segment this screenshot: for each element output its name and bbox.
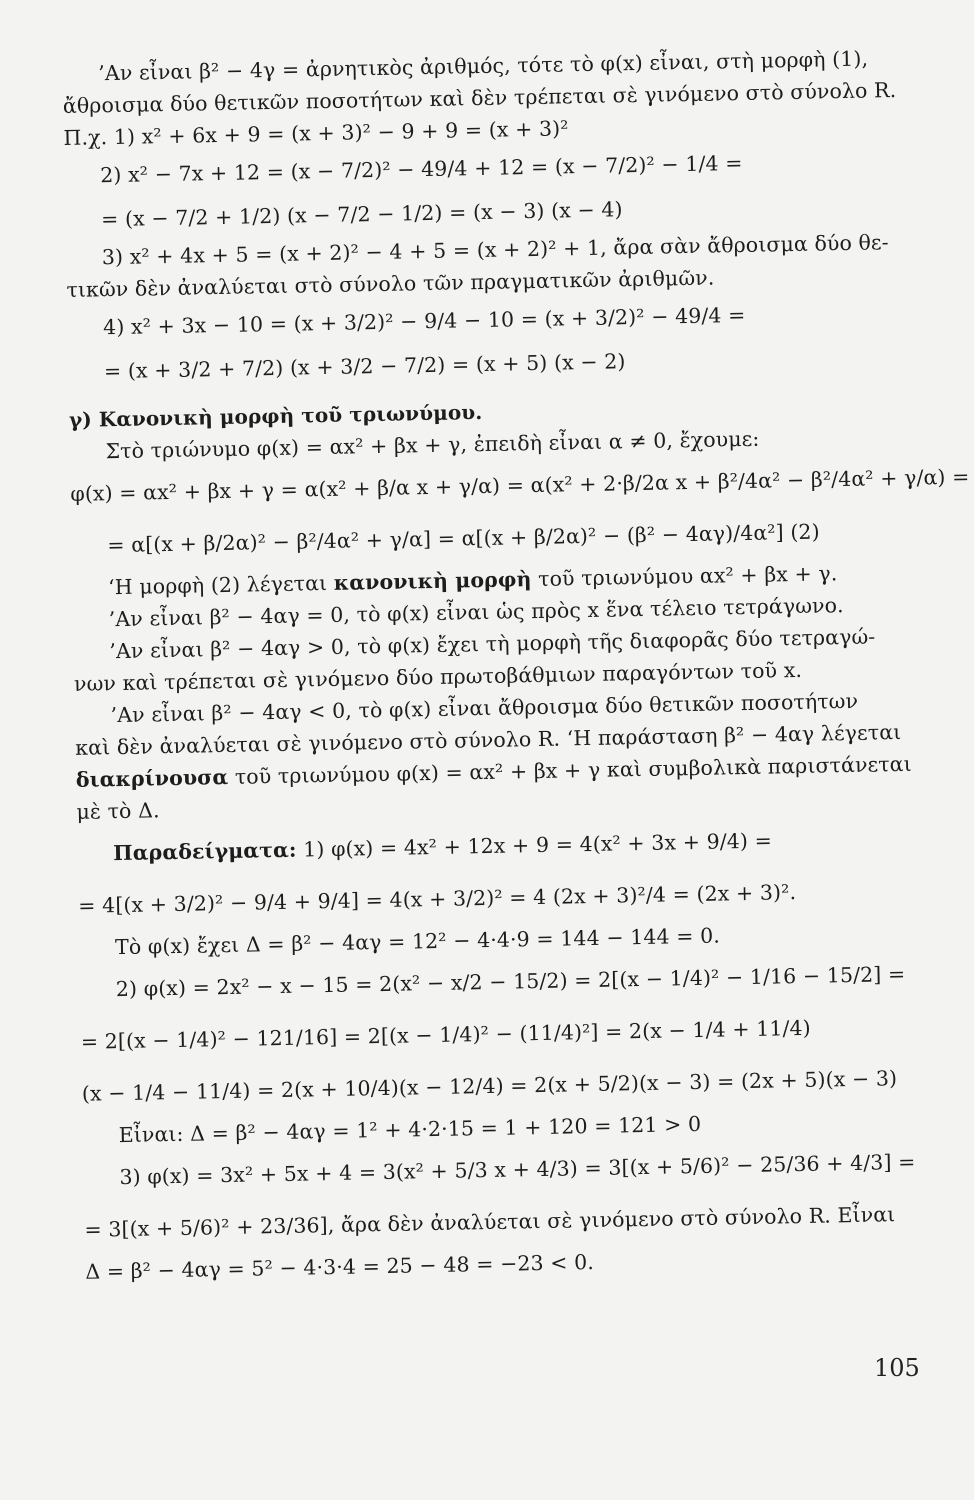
text-segment: τοῦ τριωνύμου φ(x) = αx² + βx + γ καὶ συμβολικὰ παριστάνεται xyxy=(228,751,912,789)
canonical-form-block xyxy=(69,419,970,571)
bold-term: κανονικὴ μορφὴ xyxy=(333,567,532,595)
text-line: Π.χ. 1) x² + 6x + 9 = (x + 3)² − 9 + 9 = (x + 3)² xyxy=(63,116,569,150)
text-line: τικῶν δὲν ἀναλύεται στὸ σύνολο τῶν πραγματικῶν ἀριθμῶν. xyxy=(66,265,715,302)
text-segment: Τὸ φ(x) ἔχει Δ = β² − 4αγ = 12² − 4·4·9 = 144 − 144 = 0. xyxy=(114,923,721,960)
text-line: 4) x² + 3x − 10 = (x + 3/2)² − 9/4 − 10 = (x + 3/2)² − 49/4 = xyxy=(102,302,746,340)
text-segment: Εἶναι: Δ = β² − 4αγ = 1² + 4·2·15 = 1 + 120 = 121 > 0 xyxy=(118,1111,702,1148)
text-segment: ’Αν εἶναι β² − 4αγ = 0, τὸ φ(x) εἶναι ὡς πρὸς x ἕνα τέλειο τετράγωνο. xyxy=(108,593,844,632)
text-segment: μὲ τὸ Δ. xyxy=(76,798,160,824)
text-segment: = 2[(x − 1/4)² − 121/16] = 2[(x − 1/4)² − (11/4)²] = 2(x − 1/4 + 11/4) xyxy=(80,1015,811,1054)
text-segment: = 3[(x + 5/6)² + 23/36], ἄρα δὲν ἀναλύεται σὲ γινόμενο στὸ σύνολο R. Εἶναι xyxy=(84,1202,896,1242)
text-segment: καὶ δὲν ἀναλύεται σὲ γινόμενο στὸ σύνολο R. ‘Η παράσταση β² − 4αγ λέγεται xyxy=(75,720,902,760)
text-line: 3) x² + 4x + 5 = (x + 2)² − 4 + 5 = (x + 2)² + 1, ἄρα σὰν ἄθροισμα δύο θε- xyxy=(101,230,889,270)
text-line: Στὸ τριώνυμο φ(x) = αx² + βx + γ, ἐπειδὴ εἶναι α ≠ 0, ἔχουμε: xyxy=(105,426,760,464)
text-segment: Δ = β² − 4αγ = 5² − 4·3·4 = 25 − 48 = −23 < 0. xyxy=(85,1250,595,1284)
text-line: = α[(x + β/2α)² − β²/4α² + γ/α] = α[(x + β/2α)² − (β² − 4αγ)/4α²] (2) xyxy=(107,519,820,558)
page-content xyxy=(62,41,970,1287)
text-segment: 2) φ(x) = 2x² − x − 15 = 2(x² − x/2 − 15/2) = 2[(x − 1/4)² − 1/16 − 15/2] = xyxy=(115,961,906,1002)
page-number: 105 xyxy=(874,1354,920,1382)
text-segment: νων καὶ τρέπεται σὲ γινόμενο δύο πρωτοβάθμιων παραγόντων τοῦ x. xyxy=(73,657,803,696)
text-segment: = 4[(x + 3/2)² − 9/4 + 9/4] = 4(x + 3/2)² = 4 (2x + 3)²/4 = (2x + 3)². xyxy=(78,880,797,918)
text-segment: ‘Η μορφὴ (2) λέγεται xyxy=(107,570,335,600)
text-segment: (x − 1/4 − 11/4) = 2(x + 10/4)(x − 12/4) = 2(x + 5/2)(x − 3) = (2x + 5)(x − 3) xyxy=(81,1066,898,1106)
text-line: = (x + 3/2 + 7/2) (x + 3/2 − 7/2) = (x + 5) (x − 2) xyxy=(103,349,626,384)
text-segment: 3) φ(x) = 3x² + 5x + 4 = 3(x² + 5/3 x + 4/3) = 3[(x + 5/6)² − 25/36 + 4/3] = xyxy=(119,1149,916,1190)
text-segment: 1) φ(x) = 4x² + 12x + 9 = 4(x² + 3x + 9/4) = xyxy=(296,828,773,862)
text-segment: ’Αν εἶναι β² − 4αγ > 0, τὸ φ(x) ἔχει τὴ μορφὴ τῆς διαφορᾶς δύο τετραγώ- xyxy=(109,624,876,664)
text-line: ἄθροισμα δύο θετικῶν ποσοτήτων καὶ δὲν τρέπεται σὲ γινόμενο στὸ σύνολο R. xyxy=(62,77,897,118)
bold-term: διακρίνουσα xyxy=(75,764,229,792)
text-line: = (x − 7/2 + 1/2) (x − 7/2 − 1/2) = (x − 3) (x − 4) xyxy=(100,197,623,232)
text-segment: τοῦ τριωνύμου αx² + βx + γ. xyxy=(531,561,838,592)
intro-block xyxy=(62,41,928,393)
discriminant-paragraph xyxy=(72,555,937,827)
text-line: ’Αν εἶναι β² − 4γ = ἀρνητικὸς ἀριθμός, τότε τὸ φ(x) εἶναι, στὴ μορφὴ (1), xyxy=(98,46,869,86)
examples-block xyxy=(77,811,946,1287)
text-line: φ(x) = αx² + βx + γ = α(x² + β/α x + γ/α) = α(x² + 2·β/2α x + β²/4α² − β²/4α² + γ/α) = xyxy=(70,464,970,506)
text-segment: ’Αν εἶναι β² − 4αγ < 0, τὸ φ(x) εἶναι ἄθροισμα δύο θετικῶν ποσοτήτων xyxy=(110,688,859,728)
text-line: 2) x² − 7x + 12 = (x − 7/2)² − 49/4 + 12 = (x − 7/2)² − 1/4 = xyxy=(100,150,743,188)
section-heading: γ) Κανονικὴ μορφὴ τοῦ τριωνύμου. xyxy=(68,399,483,432)
bold-term: Παραδείγματα: xyxy=(113,837,297,866)
